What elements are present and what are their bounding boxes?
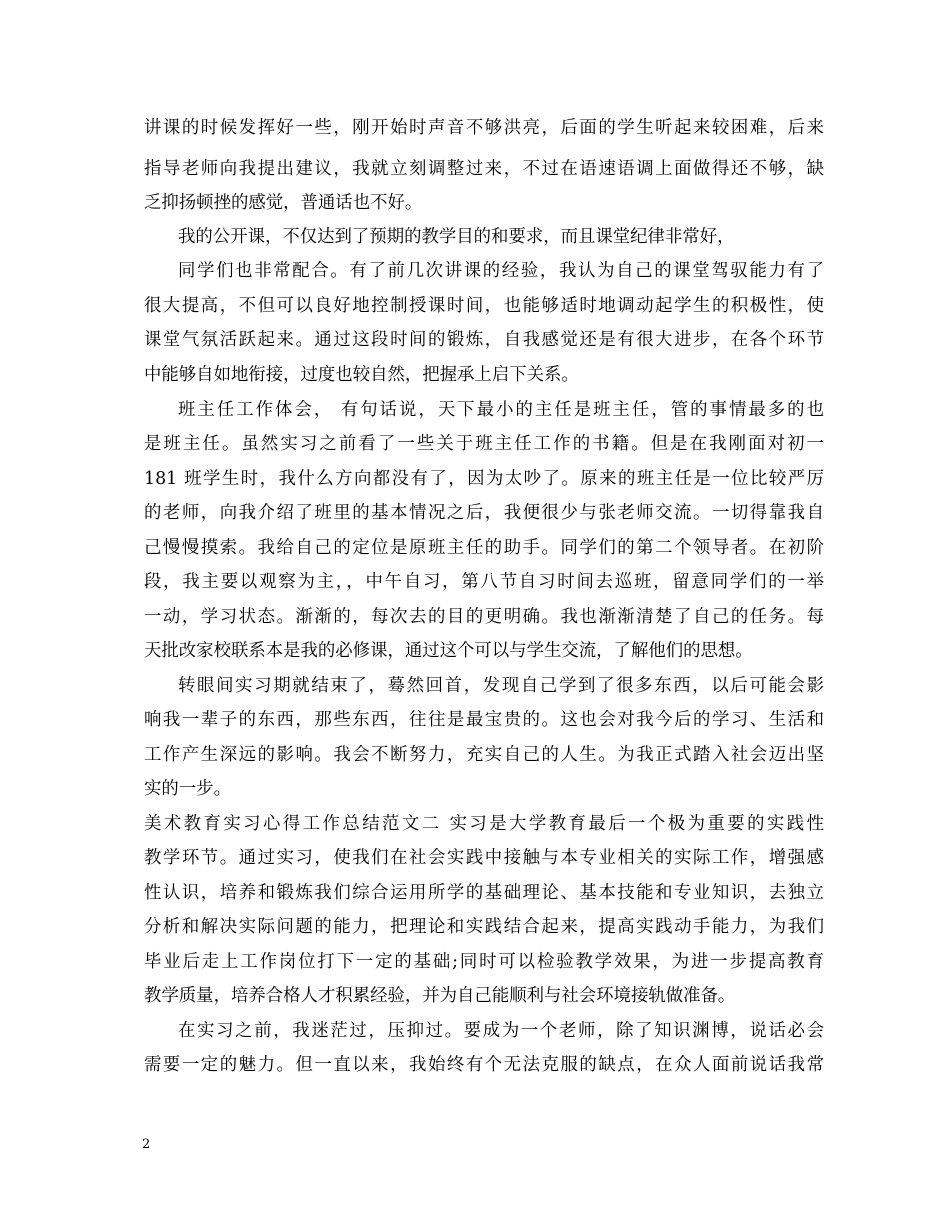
text-line: 是班主任。虽然实习之前看了一些关于班主任工作的书籍。但是在我刚面对初一 [144, 434, 824, 454]
text-line: 己慢慢摸索。我给自己的定位是原班主任的助手。同学们的第二个领导者。在初阶 [144, 538, 824, 558]
text-line: 需要一定的魅力。但一直以来，我始终有个无法克服的缺点，在众人面前说话我常 [144, 1055, 824, 1075]
text-line: 毕业后走上工作岗位打下一定的基础;同时可以检验教学效果，为进一步提高教育 [144, 952, 824, 972]
text-line: 分析和解决实际问题的能力，把理论和实践结合起来，提高实践动手能力，为我们 [144, 917, 824, 937]
text-line: 很大提高，不但可以良好地控制授课时间，也能够适时地调动起学生的积极性，使 [144, 296, 824, 316]
text-line: 乏抑扬顿挫的感觉，普通话也不好。 [144, 193, 423, 213]
text-line: 性认识，培养和锻炼我们综合运用所学的基础理论、基本技能和专业知识，去独立 [144, 883, 824, 903]
paragraph-first-line: 在实习之前，我迷茫过，压抑过。要成为一个老师，除了知识渊博，说话必会 [178, 1021, 824, 1041]
text-line: 段，我主要以观察为主，，中午自习，第八节自习时间去巡班，留意同学们的一举 [144, 572, 824, 592]
text-line: 讲课的时候发挥好一些，刚开始时声音不够洪亮，后面的学生听起来较困难，后来 [144, 118, 824, 138]
text-line: 课堂气氛活跃起来。通过这段时间的锻炼，自我感觉还是有很大进步，在各个环节 [144, 330, 824, 350]
paragraph-first-line: 转眼间实习期就结束了，蓦然回首，发现自己学到了很多东西，以后可能会影 [178, 676, 824, 696]
text-line: 工作产生深远的影响。我会不断努力，充实自己的人生。为我正式踏入社会迈出坚 [144, 745, 824, 765]
text-line: 教学质量，培养合格人才积累经验，并为自己能顺利与社会环境接轨做准备。 [144, 986, 736, 1006]
section-heading-line: 美术教育实习心得工作总结范文二 实习是大学教育最后一个极为重要的实践性 [144, 814, 824, 834]
page-number: 2 [142, 1137, 151, 1152]
text-line: 天批改家校联系本是我的必修课，通过这个可以与学生交流，了解他们的思想。 [144, 641, 753, 661]
text-line: 181 班学生时，我什么方向都没有了，因为太吵了。原来的班主任是一位比较严厉 [144, 469, 824, 489]
text-line: 中能够自如地衔接，过度也较自然，把握承上启下关系。 [144, 365, 579, 385]
text-line: 实的一步。 [144, 779, 231, 799]
text-line: 教学环节。通过实习，使我们在社会实践中接触与本专业相关的实际工作，增强感 [144, 848, 824, 868]
text-line: 的老师，向我介绍了班里的基本情况之后，我便很少与张老师交流。一切得靠我自 [144, 503, 824, 523]
paragraph-first-line: 我的公开课，不仅达到了预期的教学目的和要求，而且课堂纪律非常好， [178, 227, 735, 247]
text-line: 指导老师向我提出建议，我就立刻调整过来，不过在语速语调上面做得还不够，缺 [144, 159, 824, 179]
paragraph-first-line: 同学们也非常配合。有了前几次讲课的经验，我认为自己的课堂驾驭能力有了 [178, 261, 824, 281]
text-line: 一动，学习状态。渐渐的，每次去的目的更明确。我也渐渐清楚了自己的任务。每 [144, 607, 824, 627]
text-line: 响我一辈子的东西，那些东西，往往是最宝贵的。这也会对我今后的学习、生活和 [144, 710, 824, 730]
paragraph-first-line: 班主任工作体会， 有句话说，天下最小的主任是班主任，管的事情最多的也 [178, 400, 824, 420]
